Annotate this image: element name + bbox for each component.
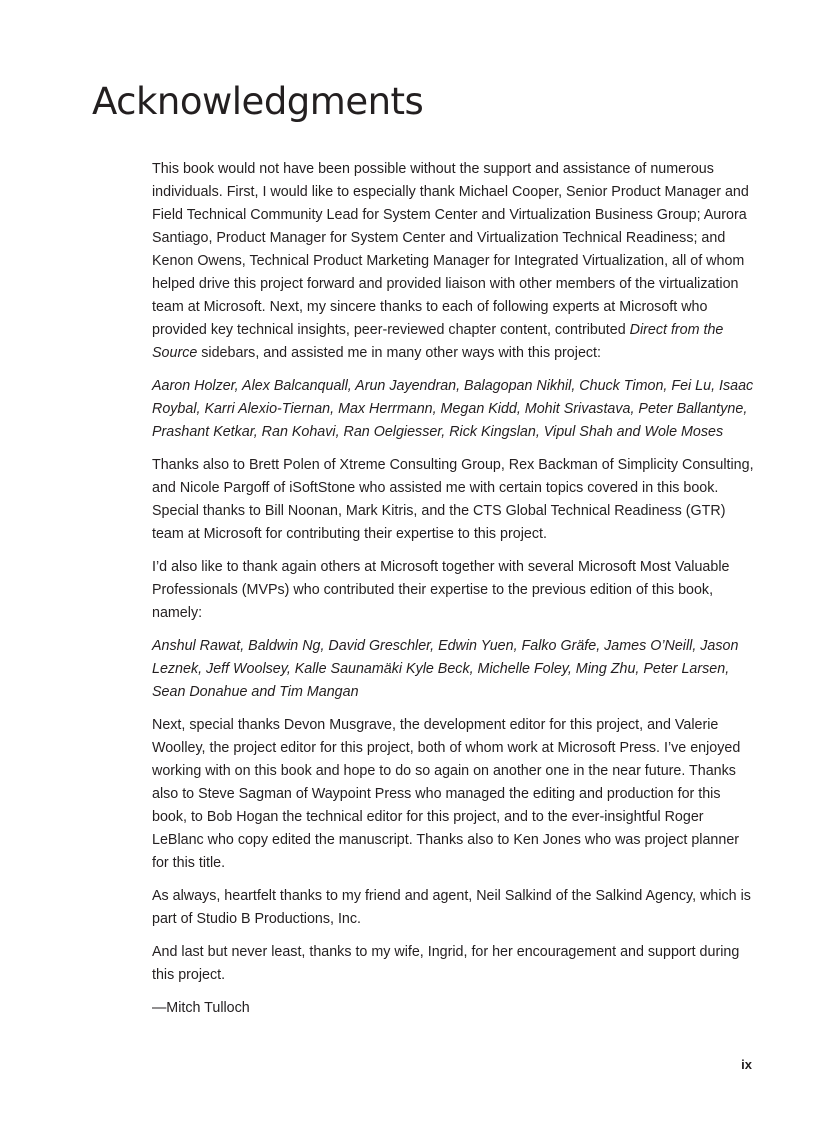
previous-edition-paragraph: I’d also like to thank again others at Microsoft together with several Microsoft Most Valuable Professionals (MVPs) who contributed their expertise to the previous edition of this book, namely: [152,559,730,621]
intro-paragraph [152,158,754,365]
mvp-name-list: Anshul Rawat, Baldwin Ng, David Greschler, Edwin Yuen, Falko Gräfe, James O’Neill, Jason Leznek, Jeff Woolsey, Kalle Saunamäki Kyle Beck, Michelle Foley, Ming Zhu, Peter Larsen, Sean Donahue and Tim Mangan [152,638,739,700]
agent-paragraph: As always, heartfelt thanks to my friend and agent, Neil Salkind of the Salkind Agency, which is part of Studio B Productions, Inc. [152,888,751,927]
press-team-paragraph: Next, special thanks Devon Musgrave, the development editor for this project, and Valerie Woolley, the project editor for this project, both of whom work at Microsoft Press. I’ve enjoyed working with on this book and hope to do so again on another one in the near future. Thanks also to Steve Sagman of Waypoint Press who managed the editing and production for this book, to Bob Hogan the technical editor for this project, and to the ever-insightful Roger LeBlanc who copy edited the manuscript. Thanks also to Ken Jones who was project planner for this title. [152,717,741,871]
page-title: Acknowledgments [92,80,424,123]
intro-text-start: This book would not have been possible without the support and assistance of numerous individuals. First, I would like to especially thank Michael Cooper, Senior Product Manager and Field Technical Community Lead for System Center and Virtualization Business Group; Aurora Santiago, Product Manager for System Center and Virtualization Technical Readiness; and Kenon Owens, Technical Product Marketing Manager for Integrated Virtualization, all of whom helped drive this project forward and provided liaison with other members of the virtualization team at Microsoft. Next, my sincere thanks to each of following experts at Microsoft who provided key technical insights, peer-reviewed chapter content, contributed [152,161,749,338]
page-number: ix [741,1057,752,1072]
author-signature: —Mitch Tulloch [152,1000,250,1016]
consultants-paragraph: Thanks also to Brett Polen of Xtreme Consulting Group, Rex Backman of Simplicity Consulting, and Nicole Pargoff of iSoftStone who assisted me with certain topics covered in this book. Special thanks to Bill Noonan, Mark Kitris, and the CTS Global Technical Readiness (GTR) team at Microsoft for contributing their expertise to this project. [152,457,754,542]
intro-text-end: sidebars, and assisted me in many other ways with this project: [197,345,601,361]
sidebar-title-italic: Direct from the Source [152,322,724,361]
experts-name-list: Aaron Holzer, Alex Balcanquall, Arun Jayendran, Balagopan Nikhil, Chuck Timon, Fei Lu, Isaac Roybal, Karri Alexio-Tiernan, Max Herrmann, Megan Kidd, Mohit Srivastava, Peter Ballantyne, Prashant Ketkar, Ran Kohavi, Ran Oelgiesser, Rick Kingslan, Vipul Shah and Wole Moses [152,378,754,440]
body-text [152,158,754,1030]
family-paragraph: And last but never least, thanks to my wife, Ingrid, for her encouragement and support during this project. [152,944,740,983]
